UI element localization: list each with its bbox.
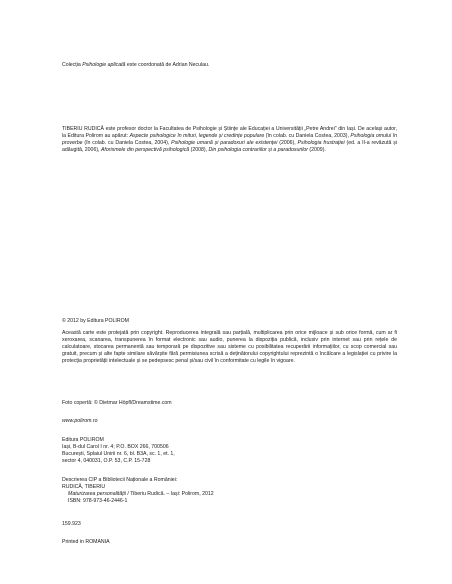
bio-text: (în colab. cu Daniela Costea, 2004),	[82, 140, 172, 147]
cip-author: RUDICĂ, TIBERIU	[62, 484, 106, 491]
cip-description	[62, 477, 397, 505]
website	[62, 418, 397, 425]
bio-work-title: Psihologia omului în proverbe	[62, 133, 397, 147]
series-note	[62, 62, 397, 69]
printed-in	[62, 539, 397, 546]
bio-text: (2006),	[277, 140, 298, 147]
cip-isbn: ISBN: 978-973-46-2446-1	[68, 498, 128, 505]
copyright-text: © 2012 by Editura POLIROM	[62, 318, 129, 324]
bio-text: TIBERIU RUDICĂ este profesor doctor la Facultatea de Psihologie și Științe ale Educației a Universității „Petre Andrei” din Iași. De același autor, la Editura Polirom au apărut:	[62, 126, 397, 140]
copyright-notice-text: Această carte este protejată prin copyright. Reproducerea integrală sau parțială, multiplicarea prin orice mijloace și sub orice formă, cum ar fi xeroxarea, scanarea, transpunerea în format electronic sau audio, punerea la dispoziția publică, inclusiv prin internet sau prin rețele de calculatoare, stocarea permanentă sau temporară pe dispozitive sau sisteme cu posibilitatea recuperării informațiilor, cu scop comercial sau gratuit, precum și alte fapte similare săvârșite fără permisiunea scrisă a deținătorului copyrightului reprezintă o încălcare a legislației cu privire la protecția proprietății intelectuale și se pedepsesc penal și/sau civil în conformitate cu legile în vigoare.	[62, 330, 397, 365]
author-bio	[62, 126, 397, 154]
address-line: sector 4, 040031, O.P. 53, C.P. 15-728	[62, 458, 151, 465]
bio-work-title: Psihologie umană și paradoxuri ale existenței	[171, 140, 278, 147]
photo-credit-label: Foto copertă:	[62, 400, 95, 406]
bio-text: (2009).	[307, 147, 326, 154]
bio-work-title: Aspecte psihologice în mituri, legende și credințe populare	[129, 133, 265, 140]
printed-in-text: Printed in ROMANIA	[62, 539, 110, 545]
cip-heading: Descrierea CIP a Bibliotecii Naționale a României:	[62, 477, 178, 483]
publisher-address	[62, 437, 397, 465]
series-note-prefix: Colecția	[62, 62, 83, 68]
copyright-notice	[62, 330, 397, 365]
website-link: www.polirom.ro	[62, 418, 98, 424]
photo-credit-value: © Dietmar Höpfl/Dreamstime.com	[94, 400, 172, 406]
bio-text: (în colab. cu Daniela Costea, 2003),	[264, 133, 351, 140]
udc-text: 159.923	[62, 521, 81, 527]
series-name: Psihologie aplicată	[82, 62, 126, 68]
bio-text: (2008),	[189, 147, 209, 154]
publisher-name: Editura POLIROM	[62, 437, 104, 443]
address-line: București, Splaiul Unirii nr. 6, bl. B3A, sc. 1, et. 1,	[62, 451, 175, 458]
bio-text: (ed. a II-a revăzută și adăugită, 2006),	[62, 140, 397, 154]
address-line: Iași, B-dul Carol I nr. 4; P.O. BOX 266, 700506	[62, 444, 169, 451]
cover-photo-credit	[62, 400, 397, 407]
cip-publication: / Tiberiu Rudică. – Iași: Polirom, 2012	[125, 491, 214, 498]
series-note-suffix: este coordonată de Adrian Neculau.	[125, 62, 210, 68]
cip-title: Maturizarea personalității	[68, 491, 126, 498]
bio-work-title: Psihologia frustrației	[297, 140, 345, 147]
udc-code	[62, 521, 397, 528]
bio-work-title: Aforismele din perspectivă psihologică	[100, 147, 190, 154]
bio-work-title: Din psihologia contrariilor și a paradoxurilor	[208, 147, 308, 154]
copyright-line	[62, 318, 397, 325]
